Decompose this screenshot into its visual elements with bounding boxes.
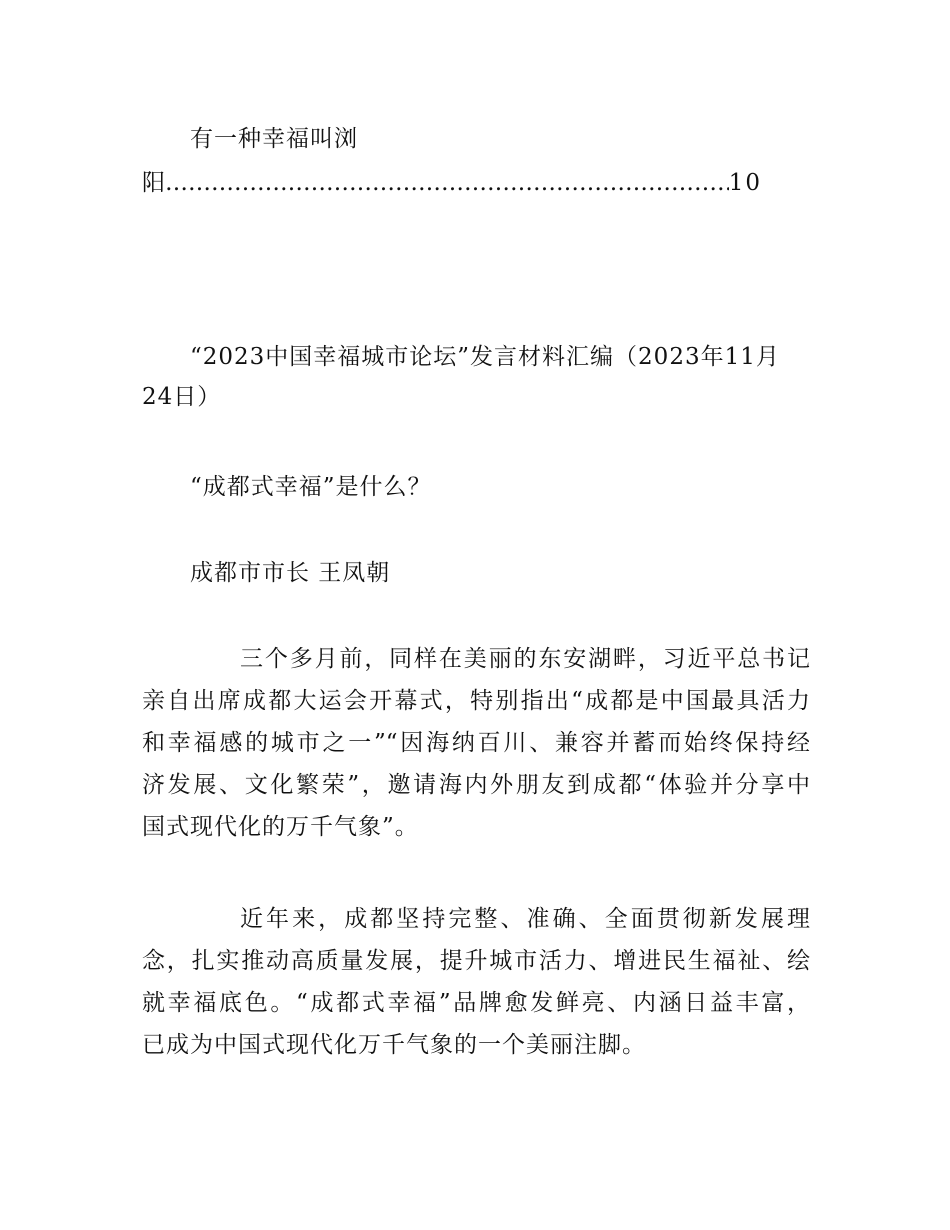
article-author: 成都市市长 王凤朝	[190, 560, 391, 586]
collection-title-line2: 24日）	[142, 384, 222, 410]
toc-entry-page-number: 10	[728, 170, 762, 196]
paragraph-1-line-3: 和幸福感的城市之一”“因海纳百川、兼容并蓄而始终保持经	[142, 730, 810, 756]
paragraph-2-line-2: 念，扎实推动高质量发展，提升城市活力、增进民生福祉、绘	[142, 948, 810, 974]
paragraph-2-line-1: 近年来，成都坚持完整、准确、全面贯彻新发展理	[240, 906, 810, 932]
paragraph-1-line-4: 济发展、文化繁荣”，邀请海内外朋友到成都“体验并分享中	[142, 772, 810, 798]
paragraph-2-line-3: 就幸福底色。“成都式幸福”品牌愈发鲜亮、内涵日益丰富，	[142, 990, 810, 1016]
collection-title-line1: “2023中国幸福城市论坛”发言材料汇编（2023年11月	[190, 344, 780, 370]
paragraph-1-line-2: 亲自出席成都大运会开幕式，特别指出“成都是中国最具活力	[142, 688, 810, 714]
paragraph-2-line-4: 已成为中国式现代化万千气象的一个美丽注脚。	[142, 1032, 646, 1058]
toc-entry-line2	[142, 168, 762, 198]
toc-entry-title-line2: 阳	[142, 170, 165, 196]
paragraph-1-line-5: 国式现代化的万千气象”。	[142, 814, 419, 840]
toc-entry-title-line1: 有一种幸福叫浏	[190, 126, 358, 152]
article-title: “成都式幸福”是什么？	[190, 474, 432, 500]
paragraph-1-line-1: 三个多月前，同样在美丽的东安湖畔，习近平总书记	[240, 646, 810, 672]
toc-dot-leader	[165, 168, 729, 198]
